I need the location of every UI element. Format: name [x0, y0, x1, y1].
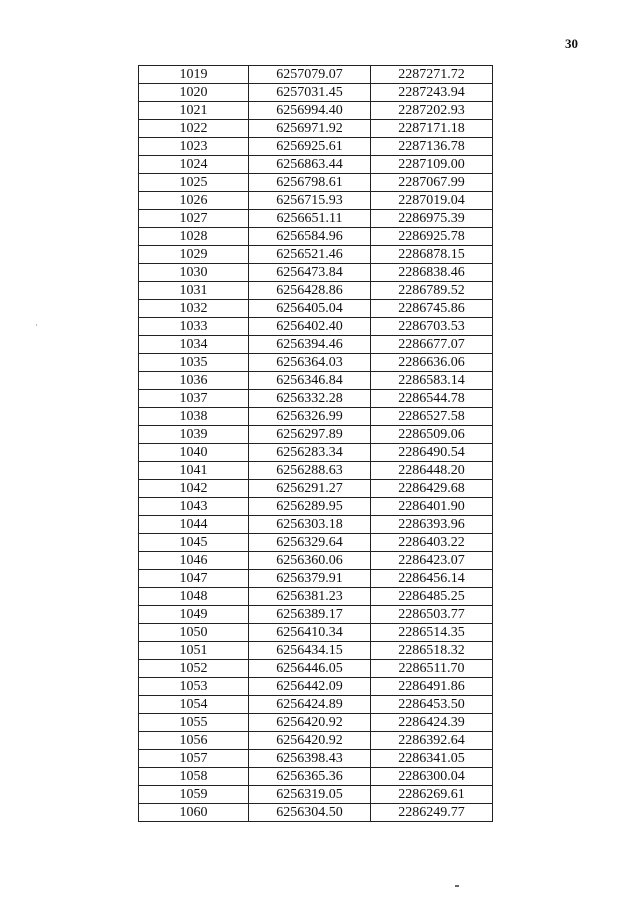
y-coordinate-cell: 2286503.77: [371, 606, 493, 624]
y-coordinate-cell: 2287271.72: [371, 66, 493, 84]
y-coordinate-cell: 2286925.78: [371, 228, 493, 246]
table-row: [139, 786, 493, 804]
table-row: [139, 624, 493, 642]
table-row: [139, 768, 493, 786]
x-coordinate-cell: 6256420.92: [249, 732, 371, 750]
table-row: [139, 228, 493, 246]
table-row: [139, 534, 493, 552]
table-row: [139, 696, 493, 714]
x-coordinate-cell: 6256410.34: [249, 624, 371, 642]
x-coordinate-cell: 6256398.43: [249, 750, 371, 768]
x-coordinate-cell: 6256442.09: [249, 678, 371, 696]
x-coordinate-cell: 6256283.34: [249, 444, 371, 462]
y-coordinate-cell: 2286448.20: [371, 462, 493, 480]
y-coordinate-cell: 2286544.78: [371, 390, 493, 408]
y-coordinate-cell: 2287243.94: [371, 84, 493, 102]
x-coordinate-cell: 6256394.46: [249, 336, 371, 354]
x-coordinate-cell: 6256319.05: [249, 786, 371, 804]
y-coordinate-cell: 2286401.90: [371, 498, 493, 516]
y-coordinate-cell: 2287067.99: [371, 174, 493, 192]
point-number-cell: 1040: [139, 444, 249, 462]
y-coordinate-cell: 2286392.64: [371, 732, 493, 750]
table-row: [139, 408, 493, 426]
x-coordinate-cell: 6256304.50: [249, 804, 371, 822]
table-row: [139, 264, 493, 282]
x-coordinate-cell: 6256291.27: [249, 480, 371, 498]
point-number-cell: 1026: [139, 192, 249, 210]
point-number-cell: 1047: [139, 570, 249, 588]
x-coordinate-cell: 6256297.89: [249, 426, 371, 444]
point-number-cell: 1045: [139, 534, 249, 552]
table-row: [139, 498, 493, 516]
y-coordinate-cell: 2286636.06: [371, 354, 493, 372]
y-coordinate-cell: 2286527.58: [371, 408, 493, 426]
y-coordinate-cell: 2286249.77: [371, 804, 493, 822]
x-coordinate-cell: 6256715.93: [249, 192, 371, 210]
x-coordinate-cell: 6256994.40: [249, 102, 371, 120]
point-number-cell: 1035: [139, 354, 249, 372]
point-number-cell: 1024: [139, 156, 249, 174]
x-coordinate-cell: 6256364.03: [249, 354, 371, 372]
x-coordinate-cell: 6256365.36: [249, 768, 371, 786]
x-coordinate-cell: 6256346.84: [249, 372, 371, 390]
y-coordinate-cell: 2286583.14: [371, 372, 493, 390]
point-number-cell: 1020: [139, 84, 249, 102]
y-coordinate-cell: 2286491.86: [371, 678, 493, 696]
table-row: [139, 462, 493, 480]
table-row: [139, 678, 493, 696]
table-row: [139, 750, 493, 768]
point-number-cell: 1031: [139, 282, 249, 300]
point-number-cell: 1042: [139, 480, 249, 498]
table-row: [139, 516, 493, 534]
y-coordinate-cell: 2286485.25: [371, 588, 493, 606]
point-number-cell: 1027: [139, 210, 249, 228]
x-coordinate-cell: 6256925.61: [249, 138, 371, 156]
point-number-cell: 1023: [139, 138, 249, 156]
table-row: [139, 714, 493, 732]
y-coordinate-cell: 2286514.35: [371, 624, 493, 642]
point-number-cell: 1025: [139, 174, 249, 192]
point-number-cell: 1037: [139, 390, 249, 408]
y-coordinate-cell: 2287202.93: [371, 102, 493, 120]
x-coordinate-cell: 6256381.23: [249, 588, 371, 606]
point-number-cell: 1022: [139, 120, 249, 138]
x-coordinate-cell: 6256289.95: [249, 498, 371, 516]
y-coordinate-cell: 2286677.07: [371, 336, 493, 354]
x-coordinate-cell: 6256798.61: [249, 174, 371, 192]
point-number-cell: 1056: [139, 732, 249, 750]
y-coordinate-cell: 2286453.50: [371, 696, 493, 714]
x-coordinate-cell: 6256288.63: [249, 462, 371, 480]
y-coordinate-cell: 2286403.22: [371, 534, 493, 552]
x-coordinate-cell: 6256473.84: [249, 264, 371, 282]
point-number-cell: 1053: [139, 678, 249, 696]
point-number-cell: 1034: [139, 336, 249, 354]
x-coordinate-cell: 6256326.99: [249, 408, 371, 426]
y-coordinate-cell: 2286490.54: [371, 444, 493, 462]
table-row: [139, 390, 493, 408]
y-coordinate-cell: 2286269.61: [371, 786, 493, 804]
y-coordinate-cell: 2286511.70: [371, 660, 493, 678]
point-number-cell: 1029: [139, 246, 249, 264]
point-number-cell: 1036: [139, 372, 249, 390]
x-coordinate-cell: 6256303.18: [249, 516, 371, 534]
y-coordinate-cell: 2286838.46: [371, 264, 493, 282]
x-coordinate-cell: 6256389.17: [249, 606, 371, 624]
point-number-cell: 1033: [139, 318, 249, 336]
y-coordinate-cell: 2286300.04: [371, 768, 493, 786]
x-coordinate-cell: 6256521.46: [249, 246, 371, 264]
x-coordinate-cell: 6256420.92: [249, 714, 371, 732]
table-row: [139, 120, 493, 138]
table-row: [139, 642, 493, 660]
point-number-cell: 1041: [139, 462, 249, 480]
x-coordinate-cell: 6257079.07: [249, 66, 371, 84]
table-row: [139, 138, 493, 156]
y-coordinate-cell: 2287136.78: [371, 138, 493, 156]
point-number-cell: 1049: [139, 606, 249, 624]
table-row: [139, 606, 493, 624]
y-coordinate-cell: 2286518.32: [371, 642, 493, 660]
x-coordinate-cell: 6256584.96: [249, 228, 371, 246]
point-number-cell: 1046: [139, 552, 249, 570]
coordinates-table-body: [139, 66, 493, 822]
table-row: [139, 552, 493, 570]
point-number-cell: 1021: [139, 102, 249, 120]
table-row: [139, 210, 493, 228]
table-row: [139, 336, 493, 354]
scan-mark: [455, 885, 459, 887]
scan-speck: [36, 324, 37, 326]
table-row: [139, 282, 493, 300]
table-row: [139, 354, 493, 372]
table-row: [139, 246, 493, 264]
y-coordinate-cell: 2286341.05: [371, 750, 493, 768]
point-number-cell: 1060: [139, 804, 249, 822]
x-coordinate-cell: 6256446.05: [249, 660, 371, 678]
point-number-cell: 1050: [139, 624, 249, 642]
table-row: [139, 156, 493, 174]
x-coordinate-cell: 6256434.15: [249, 642, 371, 660]
point-number-cell: 1052: [139, 660, 249, 678]
table-row: [139, 804, 493, 822]
x-coordinate-cell: 6256360.06: [249, 552, 371, 570]
page-number: 30: [565, 36, 578, 51]
point-number-cell: 1055: [139, 714, 249, 732]
x-coordinate-cell: 6256971.92: [249, 120, 371, 138]
table-row: [139, 444, 493, 462]
table-row: [139, 84, 493, 102]
x-coordinate-cell: 6256329.64: [249, 534, 371, 552]
y-coordinate-cell: 2286975.39: [371, 210, 493, 228]
y-coordinate-cell: 2286509.06: [371, 426, 493, 444]
table-row: [139, 588, 493, 606]
point-number-cell: 1030: [139, 264, 249, 282]
x-coordinate-cell: 6256428.86: [249, 282, 371, 300]
y-coordinate-cell: 2287109.00: [371, 156, 493, 174]
y-coordinate-cell: 2286424.39: [371, 714, 493, 732]
coordinates-table: [138, 65, 493, 822]
table-row: [139, 660, 493, 678]
point-number-cell: 1051: [139, 642, 249, 660]
table-row: [139, 192, 493, 210]
point-number-cell: 1048: [139, 588, 249, 606]
table-row: [139, 426, 493, 444]
point-number-cell: 1059: [139, 786, 249, 804]
x-coordinate-cell: 6256405.04: [249, 300, 371, 318]
table-row: [139, 300, 493, 318]
y-coordinate-cell: 2287019.04: [371, 192, 493, 210]
point-number-cell: 1038: [139, 408, 249, 426]
point-number-cell: 1032: [139, 300, 249, 318]
table-row: [139, 372, 493, 390]
point-number-cell: 1019: [139, 66, 249, 84]
table-row: [139, 174, 493, 192]
point-number-cell: 1043: [139, 498, 249, 516]
y-coordinate-cell: 2286456.14: [371, 570, 493, 588]
table-row: [139, 570, 493, 588]
table-row: [139, 66, 493, 84]
table-row: [139, 480, 493, 498]
y-coordinate-cell: 2287171.18: [371, 120, 493, 138]
x-coordinate-cell: 6256379.91: [249, 570, 371, 588]
table-row: [139, 102, 493, 120]
x-coordinate-cell: 6256863.44: [249, 156, 371, 174]
x-coordinate-cell: 6257031.45: [249, 84, 371, 102]
y-coordinate-cell: 2286878.15: [371, 246, 493, 264]
table-row: [139, 318, 493, 336]
x-coordinate-cell: 6256402.40: [249, 318, 371, 336]
x-coordinate-cell: 6256424.89: [249, 696, 371, 714]
point-number-cell: 1058: [139, 768, 249, 786]
point-number-cell: 1057: [139, 750, 249, 768]
y-coordinate-cell: 2286789.52: [371, 282, 493, 300]
x-coordinate-cell: 6256332.28: [249, 390, 371, 408]
y-coordinate-cell: 2286423.07: [371, 552, 493, 570]
point-number-cell: 1044: [139, 516, 249, 534]
y-coordinate-cell: 2286745.86: [371, 300, 493, 318]
point-number-cell: 1039: [139, 426, 249, 444]
x-coordinate-cell: 6256651.11: [249, 210, 371, 228]
y-coordinate-cell: 2286393.96: [371, 516, 493, 534]
y-coordinate-cell: 2286703.53: [371, 318, 493, 336]
y-coordinate-cell: 2286429.68: [371, 480, 493, 498]
point-number-cell: 1028: [139, 228, 249, 246]
table-row: [139, 732, 493, 750]
point-number-cell: 1054: [139, 696, 249, 714]
